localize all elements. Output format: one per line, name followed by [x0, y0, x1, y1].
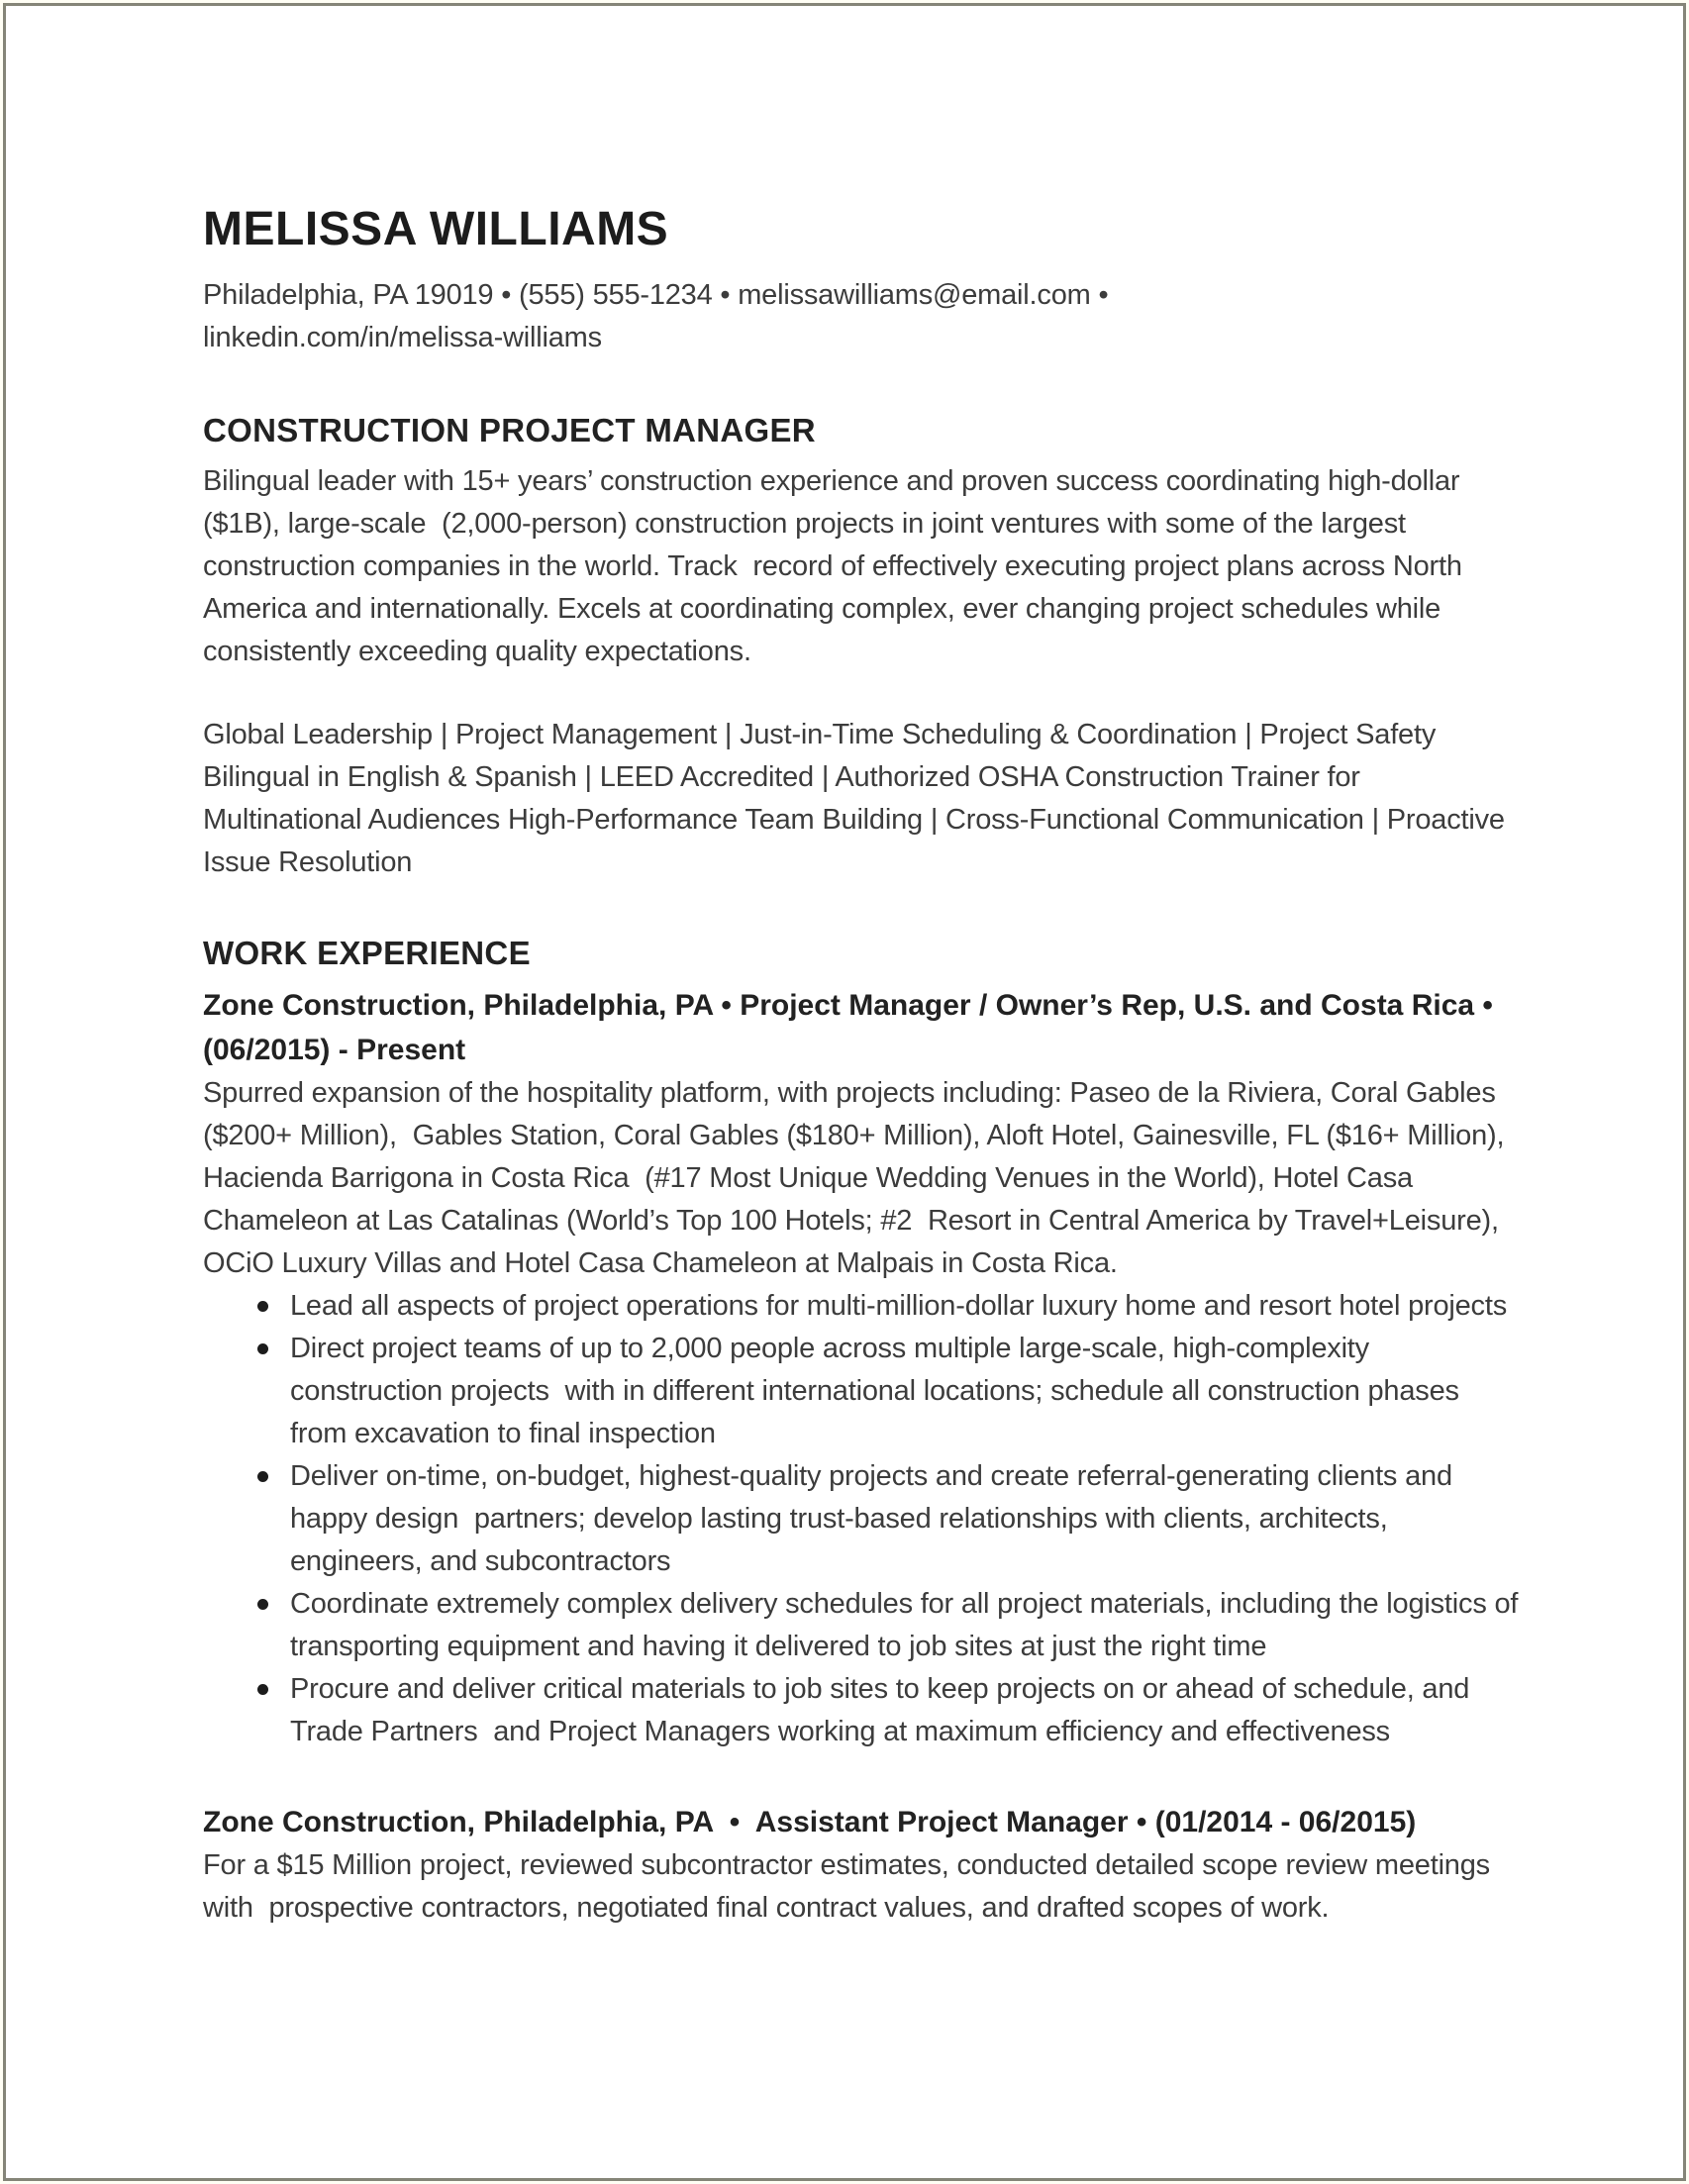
resume-page-border	[3, 3, 1686, 2181]
skills-list: Global Leadership | Project Management | Just-in-Time Scheduling & Coordination | Project Safety Bilingual in English & Spanish | LEED Accredited | Authorized OSHA Construction Trainer for Multinational Audiences High-Performance Team Building | Cross-Functional Communication | Proactive Issue Resolution	[203, 719, 1513, 878]
contact-info: Philadelphia, PA 19019 • (555) 555-1234 • melissawilliams@email.com • linkedin.com/in/melissa-williams	[203, 279, 1117, 353]
job-entry-2	[203, 1800, 1522, 1930]
candidate-name: MELISSA WILLIAMS	[203, 203, 669, 255]
job-bullet: Procure and deliver critical materials to job sites to keep projects on or ahead of schedule, and Trade Partners and Project Managers working at maximum efficiency and effectiveness	[203, 1668, 1522, 1753]
job-bullet: Direct project teams of up to 2,000 people across multiple large-scale, high-complexity construction projects with in different international locations; schedule all construction phases from excavation to final inspection	[203, 1328, 1522, 1455]
job-entry-1	[203, 983, 1534, 1753]
section-heading-experience: WORK EXPERIENCE	[203, 935, 531, 971]
job-bullet: Coordinate extremely complex delivery schedules for all project materials, including the logistics of transporting equipment and having it delivered to job sites at just the right time	[203, 1583, 1522, 1668]
job-bullet: Lead all aspects of project operations for multi-million-dollar luxury home and resort hotel projects	[203, 1285, 1522, 1328]
job-title: Zone Construction, Philadelphia, PA • Project Manager / Owner’s Rep, U.S. and Costa Rica • (06/2015) - Present	[203, 989, 1502, 1066]
job-bullet-list	[203, 1285, 1534, 1753]
section-heading-summary: CONSTRUCTION PROJECT MANAGER	[203, 412, 816, 448]
job-description: For a $15 Million project, reviewed subcontractor estimates, conducted detailed scope review meetings with prospective contractors, negotiated final contract values, and drafted scopes of work.	[203, 1849, 1498, 1924]
job-description: Spurred expansion of the hospitality platform, with projects including: Paseo de la Riviera, Coral Gables ($200+ Million), Gables Station, Coral Gables ($180+ Million), Aloft Hotel, Gainesville, FL ($16+ Million), Hacienda Barrigona in Costa Rica (#17 Most Unique Wedding Venues in the World), Hotel Casa Chameleon at Las Catalinas (World’s Top 100 Hotels; #2 Resort in Central America by Travel+Leisure), OCiO Luxury Villas and Hotel Casa Chameleon at Malpais in Costa Rica.	[203, 1077, 1513, 1279]
summary-paragraph: Bilingual leader with 15+ years’ construction experience and proven success coordinating high-dollar ($1B), large-scale (2,000-person) construction projects in joint ventures with some of the largest construction companies in the world. Track record of effectively executing project plans across North America and internationally. Excels at coordinating complex, ever changing project schedules while consistently exceeding quality expectations.	[203, 465, 1469, 667]
job-bullet: Deliver on-time, on-budget, highest-quality projects and create referral-generating clients and happy design partners; develop lasting trust-based relationships with clients, architects, engineers, and subcontractors	[203, 1455, 1522, 1583]
job-title: Zone Construction, Philadelphia, PA • Assistant Project Manager • (01/2014 - 06/2015)	[203, 1806, 1417, 1838]
